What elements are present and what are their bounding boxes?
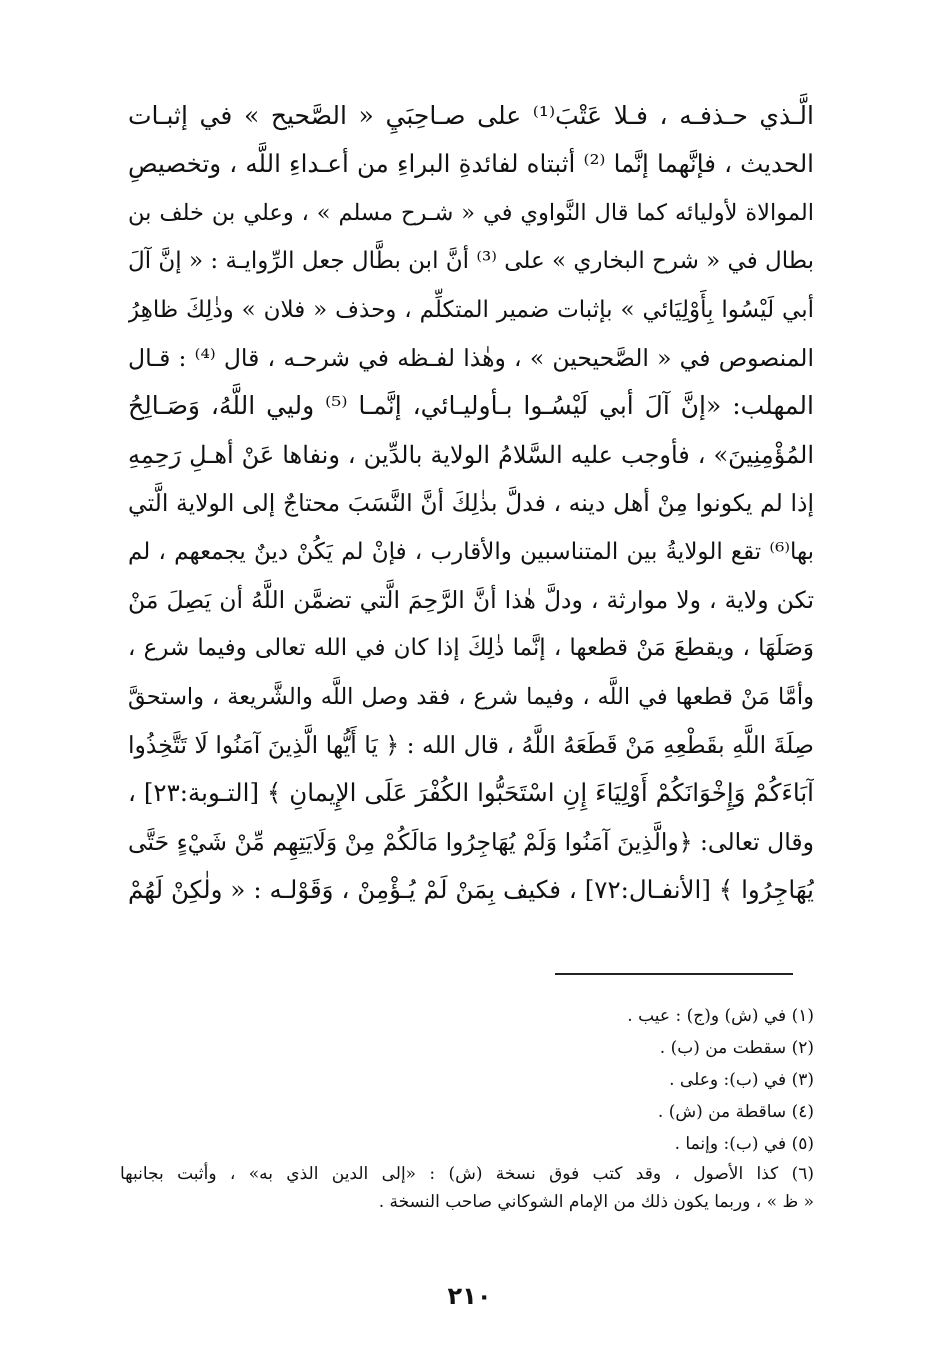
page-number: ٢١٠ [447, 1282, 492, 1310]
main-text-line: الَّـذي حـذفـه ، فـلا عَتْبَ⁽¹⁾ على صـاحِبَيِ « الصَّحيح » في إثبـات [128, 101, 814, 130]
main-text-line: الموالاة لأوليائه كما قال النَّواوي في « شـرح مسلم » ، وعلي بن خلف بن [128, 199, 814, 226]
main-text-line: المُؤْمِنِينَ» ، فأوجب عليه السَّلامُ الولاية بالدِّين ، ونفاها عَنْ أهـلِ رَحِمِهِ [128, 440, 814, 469]
main-text-line: أبي لَيْسُوا بِأَوْلِيَائي » بإثبات ضمير المتكلِّم ، وحذف « فلان » وذٰلِكَ ظاهِرُ [128, 296, 814, 323]
main-text-line: الحديث ، فإنَّهما إنَّما ⁽²⁾ أثبتاه لفائدةِ البراءِ من أعـداءِ اللَّه ، وتخصيصِ [128, 149, 814, 179]
footnote-separator [555, 973, 793, 975]
main-text-block [128, 92, 814, 915]
main-text-line: المنصوص في « الصَّحيحين » ، وهٰذا لفـظه في شرحـه ، قال ⁽⁴⁾ : قـال [128, 343, 814, 372]
main-text-line: المهلب: «إنَّ آلَ أبي لَيْسُـوا بـأوليـائي، إنَّمـا ⁽⁵⁾ وليي اللَّهُ، وَصَـالِحُ [128, 391, 814, 421]
footnote-1: (١) في (ش) و(ج) : عيب . [627, 1006, 814, 1026]
main-text-line: وأمَّا مَنْ قطعها في اللَّه ، وفيما شرع ، فقد وصل اللَّه والشَّريعة ، واستحقَّ [128, 683, 814, 710]
footnote-4: (٤) ساقطة من (ش) . [657, 1102, 814, 1122]
main-text-line: بها⁽⁶⁾ تقع الولايةُ بين المتناسبين والأقارب ، فإنْ لم يَكُنْ دينٌ يجمعهم ، لم [128, 538, 814, 565]
main-text-line: بطال في « شرح البخاري » على ⁽³⁾ أنَّ ابن بطَّال جعل الرِّوايـة : « إنَّ آلَ [128, 248, 814, 275]
main-text-line: إذا لم يكونوا مِنْ أهل دينه ، فدلَّ بذٰلِكَ أنَّ النَّسَبَ محتاجٌ إلى الولاية الَّتي [128, 489, 814, 518]
footnote-2: (٢) سقطت من (ب) . [659, 1038, 814, 1058]
main-text-line: آبَاءَكُمْ وَإِخْوَانَكُمْ أَوْلِيَاءَ إِنِ اسْتَحَبُّوا الكُفْرَ عَلَى الإِيمانِ ﴾ [التـوبة:٢٣] ، [128, 778, 814, 808]
footnotes-block [120, 1000, 814, 1216]
footnote-5: (٥) في (ب): وإنما . [674, 1134, 814, 1154]
main-text-line: صِلَةَ اللَّهِ بقَطْعِهِ مَنْ قَطَعَهُ اللَّهُ ، قال الله : ﴿ يَا أَيُّها الَّذِينَ آمَنُوا لَا تَتَّخِذُوا [128, 731, 814, 760]
footnote-6-line-2: « ظ » ، وربما يكون ذلك من الإمام الشوكاني صاحب النسخة . [378, 1192, 814, 1212]
footnote-6-line-1: (٦) كذا الأصول ، وقد كتب فوق نسخة (ش) : «إلى الدين الذي به» ، وأثبت بجانبها [120, 1164, 814, 1184]
main-text-line: وَصَلَهَا ، ويقطعَ مَنْ قطعها ، إنَّما ذٰلِكَ إذا كان في الله تعالى وفيما شرع ، [128, 635, 814, 662]
main-text-line: تكن ولاية ، ولا موارثة ، ودلَّ هٰذا أنَّ الرَّحِمَ الَّتي تضمَّن اللَّهُ أن يَصِلَ مَنْ [128, 585, 814, 614]
footnote-3: (٣) في (ب): وعلى . [669, 1070, 814, 1090]
main-text-line: يُهَاجِرُوا ﴾ [الأنفـال:٧٢] ، فكيف بِمَنْ لَمْ يُـؤْمِنْ ، وَقَوْلـه : « ولٰكِنْ لَهُمْ [128, 875, 814, 905]
main-text-line: وقال تعالى: ﴿والَّذِينَ آمَنُوا وَلَمْ يُهَاجِرُوا مَالَكُمْ مِنْ وَلَايَتِهِم مِّنْ شَيْءٍ حَتَّى [128, 827, 814, 856]
